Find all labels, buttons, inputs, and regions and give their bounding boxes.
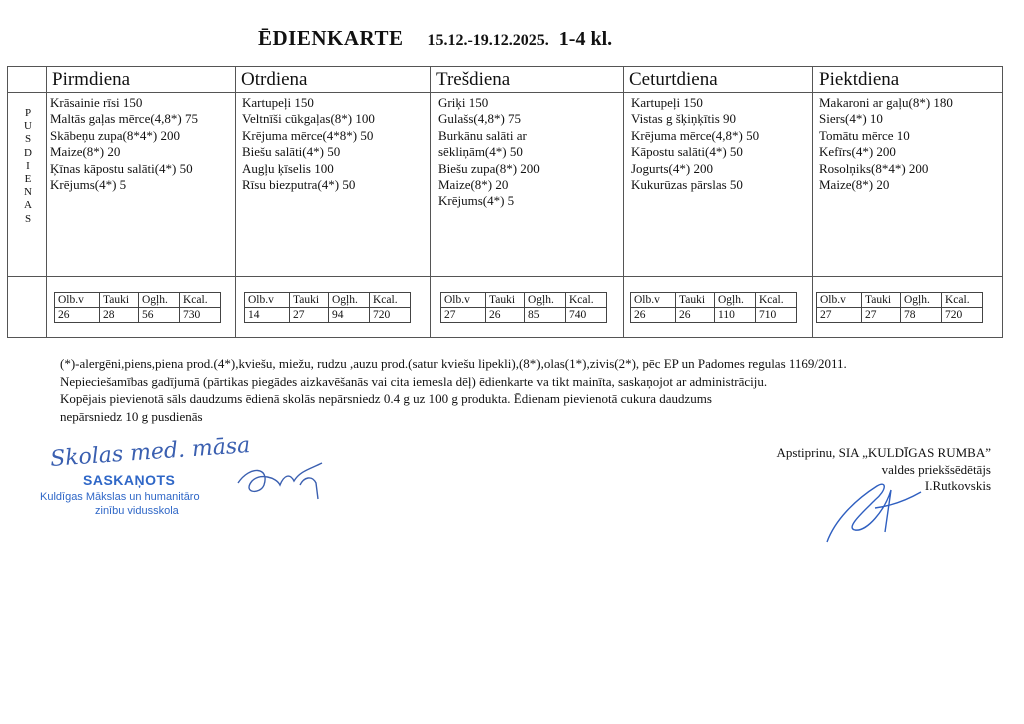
nutrition-value: 85 xyxy=(525,308,566,323)
nutrition-header: Kcal. xyxy=(180,293,221,308)
dish-item: Kartupeļi 150 xyxy=(631,95,703,110)
nutrition-value-row xyxy=(631,308,797,323)
nutrition-header: Kcal. xyxy=(370,293,411,308)
column-divider xyxy=(235,67,236,337)
nutrition-value: 94 xyxy=(329,308,370,323)
day-name: Trešdiena xyxy=(436,69,511,90)
note-line: Kopējais pievienotā sāls daudzums ēdienā skolās nepārsniedz 0.4 g uz 100 g produkta. Ēdienam pievienotā cukura daudzums xyxy=(60,391,712,406)
nutrition-header: Kcal. xyxy=(942,293,983,308)
nutrition-header-row xyxy=(631,293,797,308)
approval-stamp-title: SASKAŅOTS xyxy=(83,472,176,488)
nutrition-value: 710 xyxy=(756,308,797,323)
nutrition-value: 28 xyxy=(100,308,139,323)
side-letter: S xyxy=(24,212,32,225)
dish-item: Tomātu mērce 10 xyxy=(819,127,910,143)
nutrition-header: Olb.v xyxy=(817,293,862,308)
nutrition-value: 730 xyxy=(180,308,221,323)
nutrition-header: Ogļh. xyxy=(715,293,756,308)
nutrition-header: Olb.v xyxy=(55,293,100,308)
nutrition-header: Tauki xyxy=(486,293,525,308)
dish-item: Maize(8*) 20 xyxy=(438,177,509,193)
column-divider xyxy=(46,67,47,337)
side-letter: P xyxy=(24,107,32,119)
note-line: Nepieciešamības gadījumā (pārtikas piegādes aizkavēšanās vai cita iemesla dēļ) ēdienkarte va tikt mainīta, saskaņojot ar administrāciju. xyxy=(60,373,768,389)
director-signature-icon xyxy=(815,470,925,550)
dish-item: Griķi 150 xyxy=(438,95,489,110)
approval-line: I.Rutkovskis xyxy=(924,478,991,493)
nutrition-value: 27 xyxy=(817,308,862,323)
nutrition-table xyxy=(440,292,607,323)
side-letter: A xyxy=(24,199,32,212)
side-letter: E xyxy=(24,173,32,186)
nutrition-value: 740 xyxy=(566,308,607,323)
nutrition-value: 56 xyxy=(139,308,180,323)
approval-line: Apstiprinu, SIA „KULDĪGAS RUMBA” xyxy=(776,445,991,460)
dish-item: Rīsu biezputra(4*) 50 xyxy=(242,177,356,193)
nutrition-header-row xyxy=(245,293,411,308)
side-letter: I xyxy=(26,159,30,172)
note-line: nepārsniedz 10 g pusdienās xyxy=(60,408,203,424)
side-letter: S xyxy=(24,133,32,146)
nutrition-header: Ogļh. xyxy=(329,293,370,308)
nutrition-header: Kcal. xyxy=(756,293,797,308)
menu-dates: 15.12.-19.12.2025. xyxy=(427,32,549,49)
menu-grade: 1-4 kl. xyxy=(558,28,613,50)
dish-item: Vistas g šķiņķītis 90 xyxy=(631,111,737,127)
nutrition-value-row xyxy=(817,308,983,323)
nutrition-header: Kcal. xyxy=(566,293,607,308)
dish-item: Jogurts(4*) 200 xyxy=(631,160,713,176)
dish-item: Veltnīši cūkgaļas(8*) 100 xyxy=(242,111,375,127)
column-divider xyxy=(623,67,624,337)
column-divider xyxy=(430,67,431,337)
dish-item: Burkānu salāti ar xyxy=(438,127,527,143)
nutrition-value: 26 xyxy=(631,308,676,323)
dish-item: Maltās gaļas mērce(4,8*) 75 xyxy=(50,111,199,127)
menu-title: ĒDIENKARTE xyxy=(258,26,404,50)
nurse-signature-icon xyxy=(230,455,330,505)
day-name: Otrdiena xyxy=(241,69,308,90)
dish-item: Siers(4*) 10 xyxy=(819,111,883,127)
dish-item: Kukurūzas pārslas 50 xyxy=(631,177,743,193)
nutrition-header-row xyxy=(441,293,607,308)
nutrition-value: 110 xyxy=(715,308,756,323)
nutrition-header: Tauki xyxy=(290,293,329,308)
nutrition-header: Tauki xyxy=(100,293,139,308)
day-name: Ceturtdiena xyxy=(629,69,718,90)
column-divider xyxy=(812,67,813,337)
nutrition-header: Ogļh. xyxy=(525,293,566,308)
nutrition-value: 27 xyxy=(290,308,329,323)
header-divider xyxy=(8,92,1002,93)
dish-item: Krējums(4*) 5 xyxy=(50,177,127,193)
nutrition-value: 26 xyxy=(676,308,715,323)
nutrition-header: Ogļh. xyxy=(901,293,942,308)
nutrition-value: 26 xyxy=(55,308,100,323)
nutrition-header-row xyxy=(55,293,221,308)
nutrition-value-row xyxy=(55,308,221,323)
nutrition-header: Ogļh. xyxy=(139,293,180,308)
nutrition-table xyxy=(54,292,221,323)
day-dishes xyxy=(819,95,953,193)
nutrition-header: Olb.v xyxy=(441,293,486,308)
day-name: Piektdiena xyxy=(819,69,900,90)
dish-item: Krāsainie rīsi 150 xyxy=(50,95,143,110)
dish-item: Kāpostu salāti(4*) 50 xyxy=(631,144,743,160)
dish-item: Augļu ķīselis 100 xyxy=(242,160,334,176)
nutrition-table xyxy=(244,292,411,323)
dish-item: Gulašs(4,8*) 75 xyxy=(438,111,522,127)
nutrition-value: 14 xyxy=(245,308,290,323)
side-letter: D xyxy=(24,146,32,159)
dish-item: Krējuma mērce(4,8*) 50 xyxy=(631,127,760,143)
nutrition-value: 27 xyxy=(441,308,486,323)
handwritten-note: Skolas med. māsa xyxy=(49,433,252,472)
stamp-school-line: Kuldīgas Mākslas un humanitāro xyxy=(40,491,200,503)
menu-table xyxy=(7,66,1003,338)
nutrition-value-row xyxy=(245,308,411,323)
nutrition-header: Tauki xyxy=(862,293,901,308)
note-line: (*)-alergēni,piens,piena prod.(4*),kviešu, miežu, rudzu ,auzu prod.(satur kviešu lipekli),(8*),olas(1*),zivis(2*), pēc EP un Padomes regulas 1169/2011. xyxy=(60,356,847,371)
dish-item: Kefīrs(4*) 200 xyxy=(819,144,896,160)
page-title xyxy=(258,26,612,51)
dish-item: sēkliņām(4*) 50 xyxy=(438,144,523,160)
side-letter: U xyxy=(24,120,32,133)
dish-item: Maize(8*) 20 xyxy=(50,144,121,160)
day-name: Pirmdiena xyxy=(52,69,131,90)
stamp-school-line: zinību vidusskola xyxy=(95,505,179,517)
side-label-pusdienas xyxy=(22,107,34,226)
side-letter: N xyxy=(24,186,32,199)
nutrition-header: Tauki xyxy=(676,293,715,308)
dish-item: Biešu salāti(4*) 50 xyxy=(242,144,341,160)
menu-notes xyxy=(60,355,847,425)
nutrition-value: 720 xyxy=(370,308,411,323)
nutrition-value: 78 xyxy=(901,308,942,323)
nutrition-table xyxy=(630,292,797,323)
dish-item: Krējuma mērce(4*8*) 50 xyxy=(242,127,374,143)
nutrition-header: Olb.v xyxy=(245,293,290,308)
nutrition-value: 26 xyxy=(486,308,525,323)
dish-item: Ķīnas kāpostu salāti(4*) 50 xyxy=(50,160,193,176)
dish-item: Biešu zupa(8*) 200 xyxy=(438,160,540,176)
dish-item: Krējums(4*) 5 xyxy=(438,193,515,209)
day-dishes xyxy=(242,95,375,193)
dish-item: Kartupeļi 150 xyxy=(242,95,314,110)
nutrition-value: 27 xyxy=(862,308,901,323)
dish-item: Skābeņu zupa(8*4*) 200 xyxy=(50,127,180,143)
approval-line: valdes priekšsēdētājs xyxy=(881,461,991,477)
nutrition-table xyxy=(816,292,983,323)
dish-item: Rosolņiks(8*4*) 200 xyxy=(819,160,929,176)
day-dishes xyxy=(438,95,540,210)
dish-item: Maize(8*) 20 xyxy=(819,177,890,193)
dish-item: Makaroni ar gaļu(8*) 180 xyxy=(819,95,953,110)
nutrition-header: Olb.v xyxy=(631,293,676,308)
nutrition-value: 720 xyxy=(942,308,983,323)
day-dishes xyxy=(50,95,198,193)
day-dishes xyxy=(631,95,759,193)
nutrition-divider xyxy=(8,276,1002,277)
nutrition-header-row xyxy=(817,293,983,308)
nutrition-value-row xyxy=(441,308,607,323)
